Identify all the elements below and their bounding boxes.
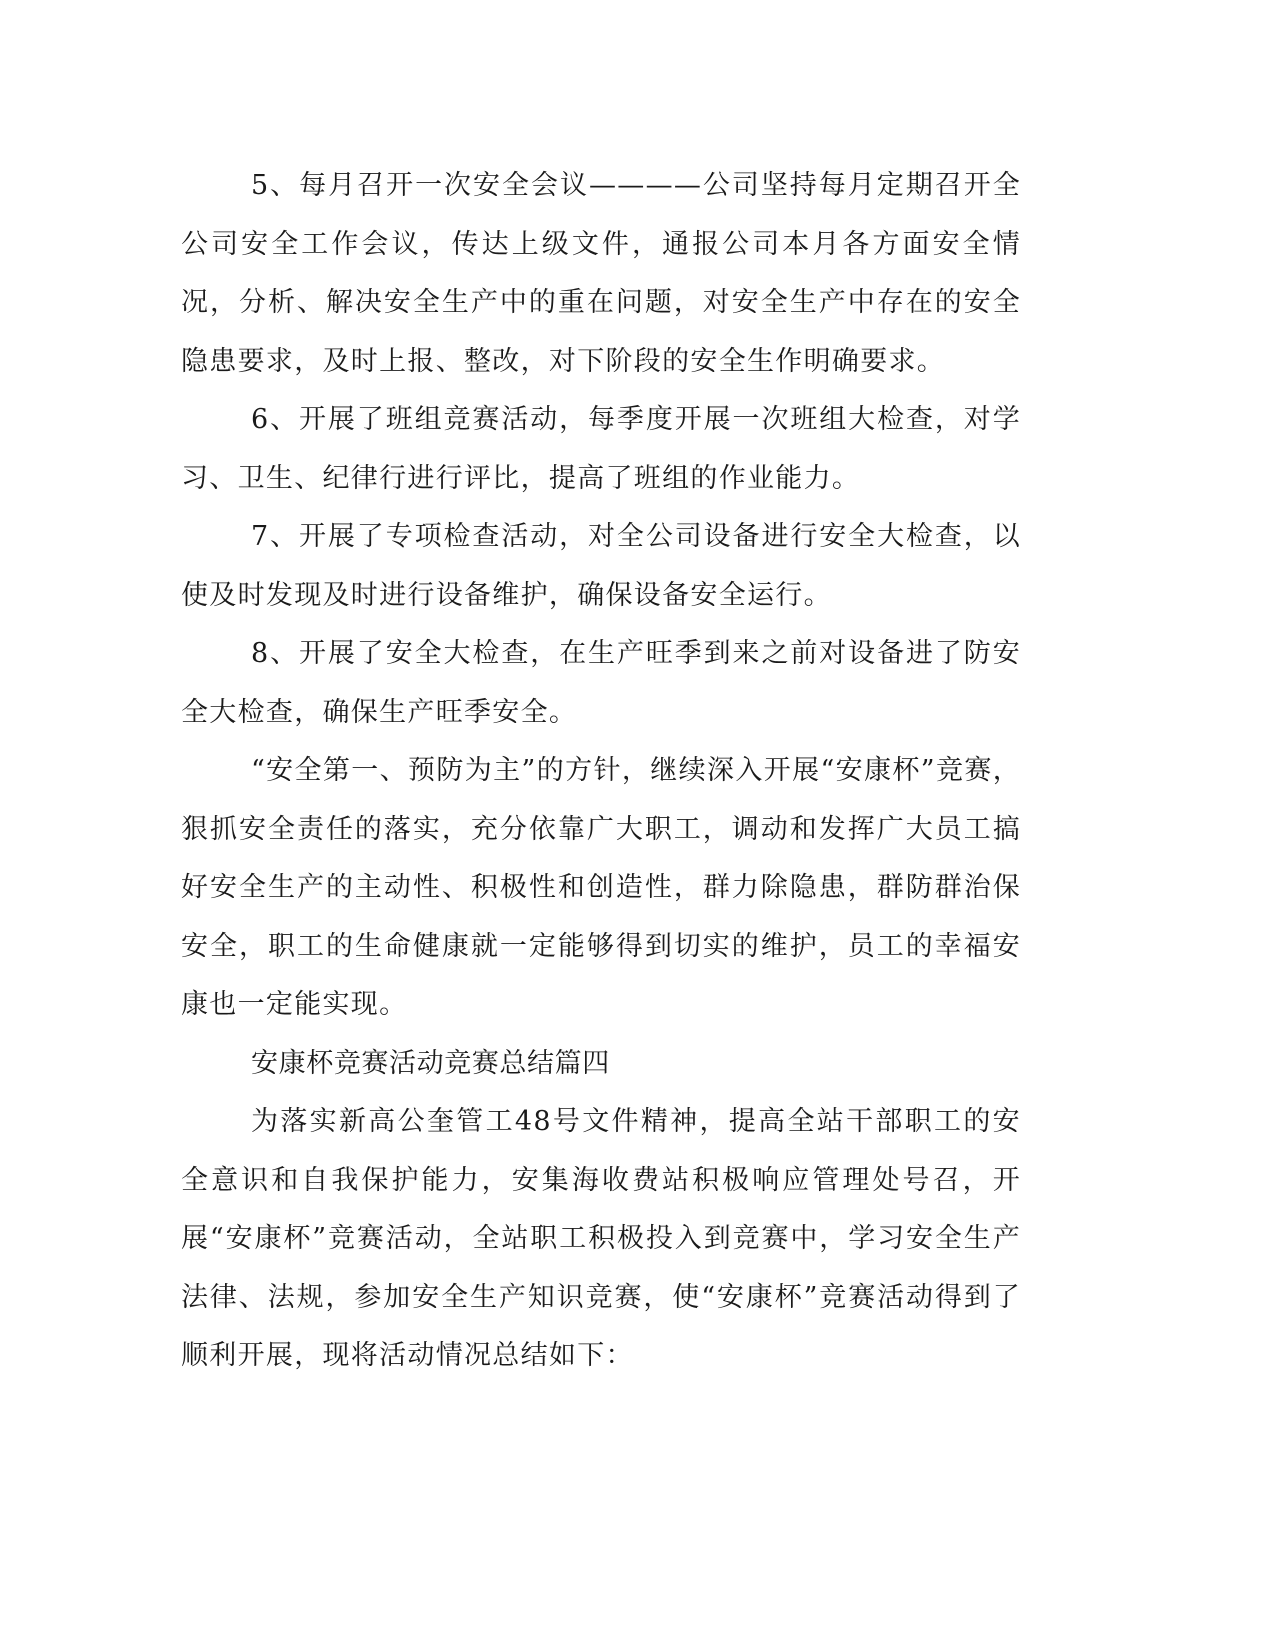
paragraph-policy: “安全第一、预防为主”的方针，继续深入开展“安康杯”竞赛，狠抓安全责任的落实，充分依靠广大职工，调动和发挥广大员工搞好安全生产的主动性、积极性和创造性，群力除隐患，群防群治保安全，职工的生命健康就一定能够得到切实的维护，员工的幸福安康也一定能实现。 [181, 755, 1021, 1020]
paragraph-intro: 为落实新高公奎管工48号文件精神，提高全站干部职工的安全意识和自我保护能力，安集海收费站积极响应管理处号召，开展“安康杯”竞赛活动，全站职工积极投入到竞赛中，学习安全生产法律、法规，参加安全生产知识竞赛，使“安康杯”竞赛活动得到了顺利开展，现将活动情况总结如下： [181, 1106, 1021, 1371]
document-body [181, 157, 1021, 1386]
paragraph-item-7: 7、开展了专项检查活动，对全公司设备进行安全大检查，以使及时发现及时进行设备维护，确保设备安全运行。 [181, 521, 1021, 611]
paragraph-item-6: 6、开展了班组竞赛活动，每季度开展一次班组大检查，对学习、卫生、纪律行进行评比，提高了班组的作业能力。 [181, 404, 1021, 494]
paragraph-item-5: 5、每月召开一次安全会议————公司坚持每月定期召开全公司安全工作会议，传达上级文件，通报公司本月各方面安全情况，分析、解决安全生产中的重在问题，对安全生产中存在的安全隐患要求，及时上报、整改，对下阶段的安全生作明确要求。 [181, 170, 1021, 377]
paragraph-item-8: 8、开展了安全大检查，在生产旺季到来之前对设备进了防安全大检查，确保生产旺季安全。 [181, 638, 1021, 728]
section-heading: 安康杯竞赛活动竞赛总结篇四 [251, 1047, 610, 1079]
